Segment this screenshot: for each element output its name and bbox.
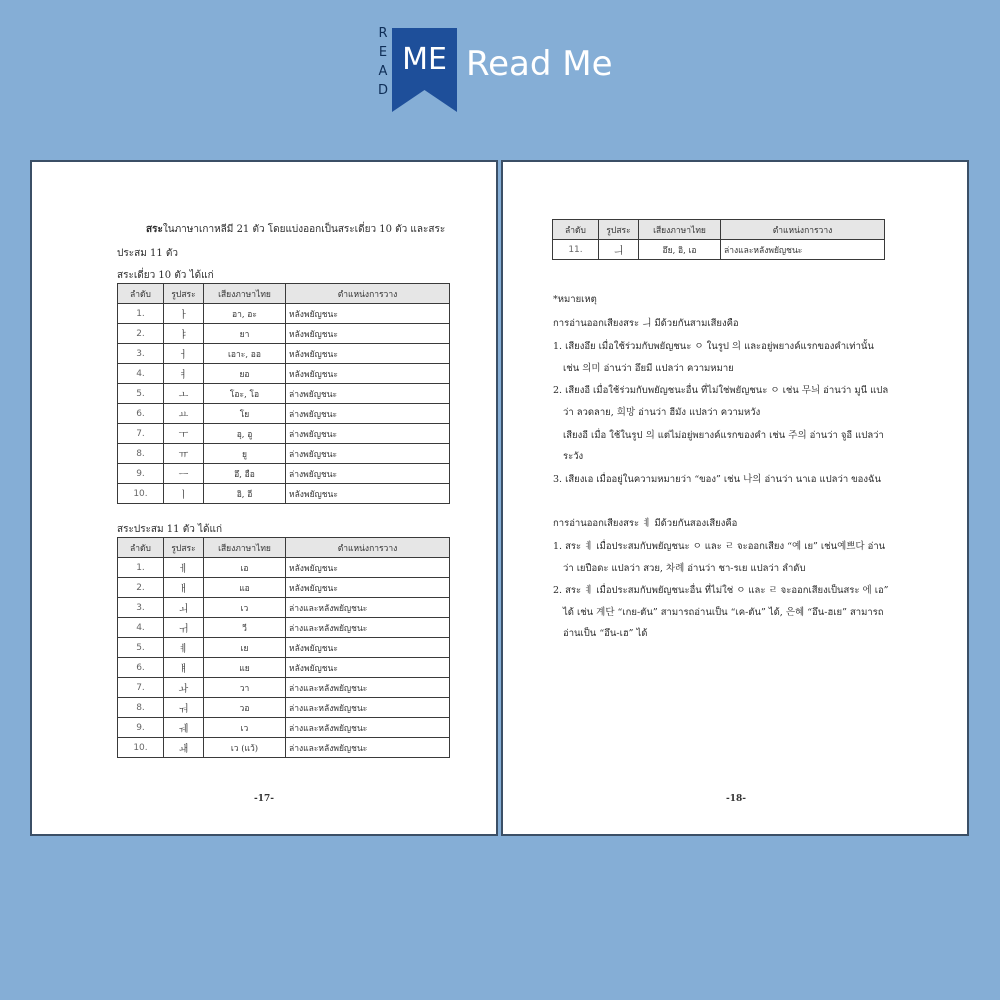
row-vowel-form: ㅚ <box>164 598 204 618</box>
header-position: ตำแหน่งการวาง <box>286 284 450 304</box>
page-18 <box>501 160 969 836</box>
row-position: ล่างและหลังพยัญชนะ <box>286 618 450 638</box>
row-order: 8. <box>118 444 164 464</box>
row-order: 11. <box>553 240 599 260</box>
row-vowel-form: ㅡ <box>164 464 204 484</box>
row-order: 8. <box>118 698 164 718</box>
row-vowel-form: ㅔ <box>164 558 204 578</box>
logo-side-letters <box>376 24 390 100</box>
compound-vowels-heading: สระประสม 11 ตัว ได้แก่ <box>117 524 223 535</box>
row-position: ล่างพยัญชนะ <box>286 384 450 404</box>
row-vowel-form: ㅏ <box>164 304 204 324</box>
row-thai-sound: เอาะ, ออ <box>204 344 286 364</box>
row-vowel-form: ㅐ <box>164 578 204 598</box>
vowel-table-continued <box>552 219 885 260</box>
table-row <box>118 698 450 718</box>
row-vowel-form: ㅛ <box>164 404 204 424</box>
table-row <box>118 344 450 364</box>
row-vowel-form: ㅢ <box>599 240 639 260</box>
row-order: 10. <box>118 738 164 758</box>
table-row <box>118 578 450 598</box>
section-1-line: ว่า ลวดลาย, 희망 อ่านว่า ฮีมัง แปลว่า ความหวัง <box>563 407 761 418</box>
row-order: 4. <box>118 618 164 638</box>
row-position: ล่างและหลังพยัญชนะ <box>286 678 450 698</box>
row-position: ล่างพยัญชนะ <box>286 424 450 444</box>
row-vowel-form: ㅝ <box>164 698 204 718</box>
header-thai-sound: เสียงภาษาไทย <box>204 538 286 558</box>
row-position: หลังพยัญชนะ <box>286 638 450 658</box>
header-order: ลำดับ <box>118 284 164 304</box>
section-1-line: เสียงอี เมื่อ ใช้ในรูป 의 แต่ไม่อยู่พยางค์แรกของคำ เช่น 주의 อ่านว่า จูอี แปลว่า <box>563 430 884 441</box>
table-row <box>118 484 450 504</box>
table-row <box>118 384 450 404</box>
row-position: ล่างพยัญชนะ <box>286 444 450 464</box>
table-row <box>118 718 450 738</box>
section-2-title: การอ่านออกเสียงสระ ㅖ มีด้วยกันสองเสียงคือ <box>553 518 738 529</box>
row-order: 1. <box>118 304 164 324</box>
row-position: หลังพยัญชนะ <box>286 324 450 344</box>
header-thai-sound: เสียงภาษาไทย <box>639 220 721 240</box>
row-vowel-form: ㅙ <box>164 738 204 758</box>
row-order: 10. <box>118 484 164 504</box>
header-order: ลำดับ <box>553 220 599 240</box>
section-1-line: 3. เสียงเอ เมื่ออยู่ในความหมายว่า “ของ” เช่น 나의 อ่านว่า นาเอ แปลว่า ของฉัน <box>553 474 881 485</box>
page-number: -18- <box>726 794 746 804</box>
logo-letter: R <box>378 26 388 41</box>
table-header-row <box>118 284 450 304</box>
row-position: ล่างและหลังพยัญชนะ <box>286 718 450 738</box>
row-vowel-form: ㅞ <box>164 718 204 738</box>
row-order: 6. <box>118 658 164 678</box>
section-1-line: 2. เสียงอี เมื่อใช้ร่วมกับพยัญชนะอื่น ที่ไม่ใช่พยัญชนะ ㅇ เช่น 무늬 อ่านว่า มูนี แปล <box>553 385 889 396</box>
row-position: ล่างพยัญชนะ <box>286 464 450 484</box>
table-row <box>118 738 450 758</box>
header-order: ลำดับ <box>118 538 164 558</box>
row-order: 7. <box>118 678 164 698</box>
compound-vowels-table <box>117 537 450 758</box>
row-order: 9. <box>118 718 164 738</box>
intro-line-1 <box>146 222 445 237</box>
header-form: รูปสระ <box>164 284 204 304</box>
section-1-line: เช่น 의미 อ่านว่า อึยมี แปลว่า ความหมาย <box>563 363 734 374</box>
single-vowels-table <box>117 283 450 504</box>
row-thai-sound: วอ <box>204 698 286 718</box>
header-form: รูปสระ <box>164 538 204 558</box>
row-vowel-form: ㅜ <box>164 424 204 444</box>
table-row <box>118 304 450 324</box>
row-thai-sound: วา <box>204 678 286 698</box>
row-vowel-form: ㅘ <box>164 678 204 698</box>
row-order: 1. <box>118 558 164 578</box>
row-position: หลังพยัญชนะ <box>286 344 450 364</box>
row-position: หลังพยัญชนะ <box>286 484 450 504</box>
row-order: 5. <box>118 384 164 404</box>
row-thai-sound: วี <box>204 618 286 638</box>
row-position: หลังพยัญชนะ <box>286 558 450 578</box>
header-position: ตำแหน่งการวาง <box>721 220 885 240</box>
table-row <box>118 424 450 444</box>
row-vowel-form: ㅓ <box>164 344 204 364</box>
row-order: 2. <box>118 324 164 344</box>
row-position: หลังพยัญชนะ <box>286 304 450 324</box>
row-thai-sound: เย <box>204 638 286 658</box>
row-vowel-form: ㅒ <box>164 658 204 678</box>
row-thai-sound: เว <box>204 598 286 618</box>
table-row <box>553 240 885 260</box>
section-1-line: 1. เสียงอึย เมื่อใช้ร่วมกับพยัญชนะ ㅇ ในรูป 의 และอยู่พยางค์แรกของคำเท่านั้น <box>553 341 874 352</box>
row-position: ล่างพยัญชนะ <box>286 404 450 424</box>
intro-line-2: ประสม 11 ตัว <box>117 248 178 259</box>
row-order: 5. <box>118 638 164 658</box>
table-row <box>118 658 450 678</box>
row-position: หลังพยัญชนะ <box>286 364 450 384</box>
table-row <box>118 678 450 698</box>
logo-letter: D <box>377 83 388 98</box>
note-title: *หมายเหตุ <box>553 294 597 305</box>
logo-letter: E <box>378 45 388 60</box>
section-1-title: การอ่านออกเสียงสระ ㅢ มีด้วยกันสามเสียงคือ <box>553 318 739 329</box>
row-thai-sound: แอ <box>204 578 286 598</box>
logo-title: Read Me <box>466 44 613 84</box>
row-order: 9. <box>118 464 164 484</box>
row-position: ล่างและหลังพยัญชนะ <box>286 738 450 758</box>
row-thai-sound: ยอ <box>204 364 286 384</box>
row-order: 7. <box>118 424 164 444</box>
intro-bold-word: สระ <box>146 224 163 235</box>
table-header-row <box>553 220 885 240</box>
section-1-line: ระวัง <box>563 451 584 462</box>
read-me-logo <box>376 24 616 114</box>
row-position: ล่างและหลังพยัญชนะ <box>286 598 450 618</box>
table-row <box>118 324 450 344</box>
table-row <box>118 638 450 658</box>
row-thai-sound: โอะ, โอ <box>204 384 286 404</box>
table-row <box>118 404 450 424</box>
section-2-line: 2. สระ ㅖ เมื่อประสมกับพยัญชนะอื่น ที่ไม่ใช่ ㅇ และ ㄹ จะออกเสียงเป็นสระ 에 เอ” <box>553 585 889 596</box>
table-row <box>118 558 450 578</box>
page-17 <box>30 160 498 836</box>
row-vowel-form: ㅖ <box>164 638 204 658</box>
header-position: ตำแหน่งการวาง <box>286 538 450 558</box>
row-position: หลังพยัญชนะ <box>286 658 450 678</box>
row-vowel-form: ㅗ <box>164 384 204 404</box>
row-thai-sound: เอ <box>204 558 286 578</box>
table-row <box>118 444 450 464</box>
row-order: 6. <box>118 404 164 424</box>
row-thai-sound: แย <box>204 658 286 678</box>
row-vowel-form: ㅣ <box>164 484 204 504</box>
table-row <box>118 364 450 384</box>
intro-rest: ในภาษาเกาหลีมี 21 ตัว โดยแบ่งออกเป็นสระเดี่ยว 10 ตัว และสระ <box>162 224 446 235</box>
section-2-line: อ่านเป็น “อึน-เฮ” ได้ <box>563 628 648 639</box>
row-thai-sound: อึย, อิ, เอ <box>639 240 721 260</box>
row-thai-sound: ยู <box>204 444 286 464</box>
section-2-line: ได้ เช่น 계단 “เกย-ตัน” สามารถอ่านเป็น “เค-ตัน” ได้, 은혜 “อึน-ฮเย” สามารถ <box>563 607 884 618</box>
logo-letter: A <box>378 64 388 79</box>
row-vowel-form: ㅕ <box>164 364 204 384</box>
row-thai-sound: อา, อะ <box>204 304 286 324</box>
table-row <box>118 618 450 638</box>
row-thai-sound: อุ, อู <box>204 424 286 444</box>
row-thai-sound: เว (แว้) <box>204 738 286 758</box>
single-vowels-heading: สระเดี่ยว 10 ตัว ได้แก่ <box>117 270 214 281</box>
row-order: 4. <box>118 364 164 384</box>
row-thai-sound: เว <box>204 718 286 738</box>
row-order: 3. <box>118 598 164 618</box>
row-order: 3. <box>118 344 164 364</box>
page-number: -17- <box>254 794 274 804</box>
table-row <box>118 464 450 484</box>
section-2-line: ว่า เยปือดะ แปลว่า สวย, 차례 อ่านว่า ชา-รเย แปลว่า ลำดับ <box>563 563 806 574</box>
row-thai-sound: อิ, อี <box>204 484 286 504</box>
row-order: 2. <box>118 578 164 598</box>
header-form: รูปสระ <box>599 220 639 240</box>
logo-badge-text: ME <box>402 42 447 77</box>
table-row <box>118 598 450 618</box>
row-position: ล่างและหลังพยัญชนะ <box>286 698 450 718</box>
row-thai-sound: อึ, อือ <box>204 464 286 484</box>
section-2-line: 1. สระ ㅖ เมื่อประสมกับพยัญชนะ ㅇ และ ㄹ จะออกเสียง “예 เย” เช่น예쁘다 อ่าน <box>553 541 886 552</box>
row-vowel-form: ㅠ <box>164 444 204 464</box>
header-thai-sound: เสียงภาษาไทย <box>204 284 286 304</box>
row-vowel-form: ㅟ <box>164 618 204 638</box>
table-header-row <box>118 538 450 558</box>
row-position: หลังพยัญชนะ <box>286 578 450 598</box>
row-vowel-form: ㅑ <box>164 324 204 344</box>
row-thai-sound: โย <box>204 404 286 424</box>
row-thai-sound: ยา <box>204 324 286 344</box>
row-position: ล่างและหลังพยัญชนะ <box>721 240 885 260</box>
